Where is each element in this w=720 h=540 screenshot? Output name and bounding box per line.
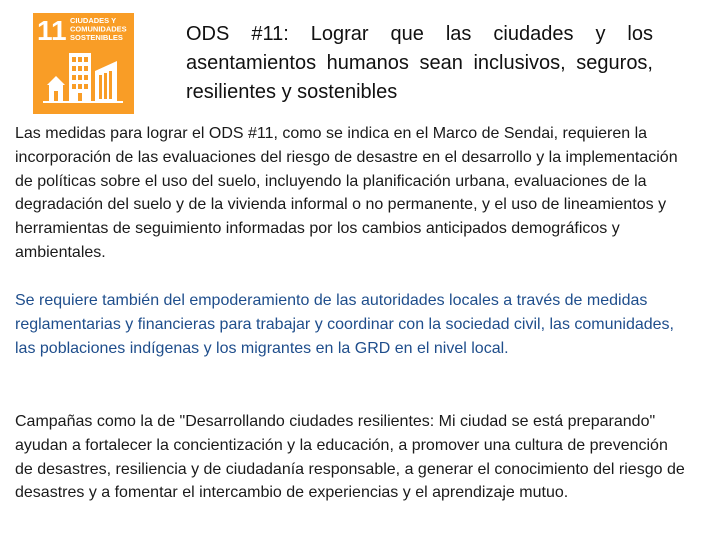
page-title: ODS #11: Lograr que las ciudades y los asentamientos humanos sean inclusivos, seguros, resilientes y sostenibles	[186, 23, 653, 103]
paragraph-highlighted: Se requiere también del empoderamiento de las autoridades locales a través de medidas reglamentarias y financieras para trabajar y coordinar con la sociedad civil, las comunidades, las poblaciones indígenas y los migrantes en la GRD en el nivel local.	[15, 292, 674, 357]
logo-label-line: COMUNIDADES	[70, 24, 127, 34]
sdg-11-logo	[33, 13, 134, 114]
logo-number: 11	[37, 15, 67, 46]
logo-label-line: SOSTENIBLES	[70, 33, 123, 42]
logo-label-line: CIUDADES Y	[70, 16, 117, 25]
paragraph: Campañas como la de "Desarrollando ciudades resilientes: Mi ciudad se está preparando" ayudan a fortalecer la concientización y la educación, a promover una cultura de prevención de desastres, resiliencia y de ciudadanía responsable, a generar el conocimiento del riesgo de desastres y a fomentar el intercambio de experiencias y el aprendizaje mutuo.	[15, 413, 685, 502]
paragraph: Las medidas para lograr el ODS #11, como se indica en el Marco de Sendai, requieren la incorporación de las evaluaciones del riesgo de desastre en el desarrollo y la implementación de políticas sobre el uso del suelo, incluyendo la planificación urbana, evaluaciones de la degradación del suelo y de la vivienda informal o no permanente, y el uso de lineamientos y herramientas de seguimiento informadas por los cambios anticipados demográficos y ambientales.	[15, 125, 678, 261]
city-buildings-icon	[33, 13, 134, 114]
